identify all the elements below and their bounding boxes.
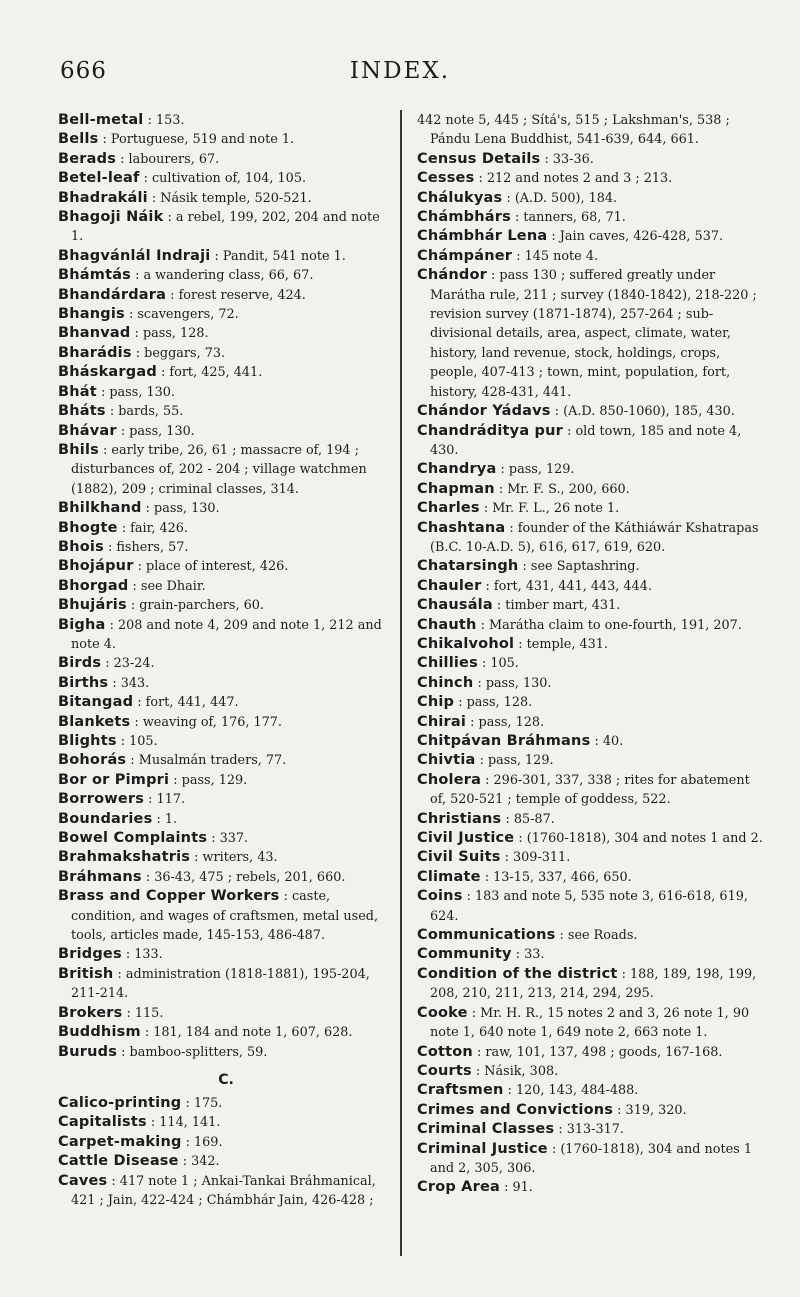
entry-text: : 175. (185, 1095, 223, 1111)
entry-heading: Cattle Disease (58, 1153, 179, 1170)
entry-heading: Bhandárdara (58, 286, 167, 303)
entry-text: : pass, 130. (120, 423, 195, 439)
entry-text: : tanners, 68, 71. (515, 210, 626, 226)
index-entry (58, 344, 394, 363)
entry-text: : grain-parchers, 60. (130, 598, 264, 614)
entry-heading: Chándor Yádavs (417, 403, 551, 420)
entry-text: : 91. (504, 1180, 533, 1196)
entry-text: : pass, 129. (500, 462, 575, 478)
entry-text: : 342. (182, 1154, 220, 1170)
entry-text: : place of interest, 426. (137, 559, 289, 575)
index-entry (58, 402, 394, 421)
entry-heading: Bhojápur (58, 558, 134, 575)
entry-text: : Násik temple, 520-521. (151, 190, 312, 206)
entry-text: : 105. (120, 734, 158, 749)
index-entry (58, 130, 394, 149)
page-header (0, 58, 800, 94)
index-entry (58, 810, 394, 829)
index-entry (58, 1133, 394, 1152)
entry-text: : a wandering class, 66, 67. (135, 268, 314, 284)
entry-heading: Blights (58, 733, 117, 749)
entry-heading: Carpet-making (58, 1133, 182, 1150)
entry-heading: Bhadrakáli (58, 189, 148, 206)
entry-heading: Bhogte (58, 519, 118, 536)
index-entry (417, 480, 763, 499)
entry-heading: Condition of the district (417, 965, 618, 982)
index-entry (417, 635, 763, 654)
entry-text: : 296-301, 337, 338 ; rites for abatement of, 520-521 ; temple of goddess, 522. (430, 772, 750, 808)
index-entry (417, 771, 763, 810)
index-entry (417, 227, 763, 246)
entry-heading: Chillies (417, 655, 478, 672)
entry-heading: Bráhmans (58, 868, 142, 885)
index-entry (58, 150, 394, 169)
right-column (417, 111, 763, 1198)
entry-heading: Bharádis (58, 344, 132, 361)
entry-text: : Mr. H. R., 15 notes 2 and 3, 26 note 1, 90 note 1, 640 note 1, 649 note 2, 663 note 1. (430, 1005, 750, 1041)
entry-heading: Chándor (417, 267, 487, 284)
entry-heading: Criminal Justice (417, 1140, 548, 1157)
entry-text: : a rebel, 199, 202, 204 and note 1. (71, 210, 380, 245)
index-entry (417, 577, 763, 596)
entry-text: : founder of the Káthiáwár Kshatrapas (B.C. 10-A.D. 5), 616, 617, 619, 620. (430, 520, 759, 555)
entry-heading: Bigha (58, 616, 106, 633)
index-entry (58, 654, 394, 673)
index-entry (58, 305, 394, 324)
entry-text: : bamboo-splitters, 59. (121, 1044, 268, 1060)
entry-heading: Chámbhár Lena (417, 228, 548, 245)
index-entry (58, 324, 394, 343)
entry-text: : see Dhair. (132, 578, 206, 594)
index-entry (417, 519, 763, 558)
entry-heading: Births (58, 674, 109, 691)
index-entry (58, 693, 394, 712)
entry-heading: Bhagvánlál Indraji (58, 247, 211, 264)
entry-text: : pass 130 ; suffered greatly under Marátha rule, 211 ; survey (1840-1842), 218-220 ; revision survey (1871-1874), 257-264 ; sub-divisional details, area, aspect, climate, water, history, land revenue, stock, holdings, crops, people, 407-413 ; town, mint, population, fort, history, 428-431, 441. (430, 268, 757, 400)
entry-text: : pass, 130. (145, 501, 220, 517)
entry-text: : scavengers, 72. (128, 307, 239, 323)
entry-heading: Chauler (417, 577, 482, 594)
index-entry (417, 499, 763, 518)
entry-heading: Buddhism (58, 1024, 141, 1041)
entry-text: : 181, 184 and note 1, 607, 628. (144, 1025, 353, 1041)
entry-heading: Chikalvohol (417, 635, 515, 652)
index-entry (417, 945, 763, 964)
entry-text: : Musalmán traders, 77. (130, 753, 287, 769)
entry-text: : 343. (112, 675, 150, 691)
entry-text: : (A.D. 850-1060), 185, 430. (554, 404, 735, 420)
index-entry (417, 1004, 763, 1043)
entry-text: : see Roads. (559, 928, 638, 944)
entry-text: : Mr. F. L., 26 note 1. (483, 501, 620, 517)
entry-heading: Bhils (58, 441, 99, 458)
index-entry (417, 247, 763, 266)
entry-text: : fishers, 57. (108, 539, 189, 555)
entry-heading: Cesses (417, 170, 475, 187)
entry-heading: Courts (417, 1062, 472, 1079)
entry-text: : 117. (148, 792, 186, 808)
entry-heading: Bowel Complaints (58, 830, 208, 847)
index-entry (58, 1152, 394, 1171)
entry-text: : 309-311. (504, 850, 571, 866)
entry-text: : fort, 441, 447. (137, 695, 239, 711)
index-entry (58, 713, 394, 732)
entry-heading: Bhois (58, 538, 104, 555)
index-entry (417, 460, 763, 479)
index-entry (58, 771, 394, 790)
entry-text: 442 note 5, 445 ; Sítá's, 515 ; Lakshman's, 538 ; Pándu Lena Buddhist, 541-639, 644, 661. (417, 113, 730, 148)
index-entry (58, 247, 394, 266)
entry-heading: Charles (417, 500, 480, 517)
entry-heading: Bor or Pimpri (58, 771, 170, 788)
entry-heading: Community (417, 946, 512, 963)
entry-text: : 208 and note 4, 209 and note 1, 212 and note 4. (71, 617, 382, 652)
entry-text: : (A.D. 500), 184. (506, 190, 618, 206)
index-entry (58, 422, 394, 441)
index-entry (417, 810, 763, 829)
entry-heading: Bhilkhand (58, 500, 142, 517)
column-divider (400, 110, 402, 1256)
entry-text: : 114, 141. (150, 1115, 221, 1131)
entry-text: : 337. (211, 831, 249, 847)
index-entry (58, 499, 394, 518)
entry-heading: Chámpáner (417, 247, 513, 264)
index-entry (417, 848, 763, 867)
entry-text: : pass, 128. (458, 695, 533, 711)
index-entry (58, 1094, 394, 1113)
entry-heading: Christians (417, 810, 502, 827)
index-entry (58, 538, 394, 557)
entry-heading: Chivtia (417, 752, 476, 769)
entry-heading: Chinch (417, 674, 474, 691)
entry-text: : labourers, 67. (120, 151, 220, 167)
entry-heading: Bhát (58, 383, 97, 400)
entry-heading: Caves (58, 1172, 108, 1189)
index-entry (58, 1023, 394, 1042)
index-entry (58, 887, 394, 945)
entry-heading: Bells (58, 131, 99, 148)
index-entry (58, 441, 394, 499)
entry-heading: Civil Suits (417, 849, 501, 866)
index-entry (58, 829, 394, 848)
entry-text: : 319, 320. (617, 1102, 687, 1118)
entry-text: : 120, 143, 484-488. (507, 1083, 639, 1099)
index-entry (58, 519, 394, 538)
index-entry (417, 208, 763, 227)
entry-text: : 183 and note 5, 535 note 3, 616-618, 619, 624. (430, 889, 748, 924)
entry-text: : 33. (515, 947, 545, 963)
entry-text: : Marátha claim to one-fourth, 191, 207. (480, 617, 742, 633)
entry-text: : pass, 130. (100, 384, 175, 400)
entry-heading: Criminal Classes (417, 1121, 555, 1138)
index-entry (417, 422, 763, 461)
index-entry (58, 557, 394, 576)
entry-heading: Chatarsingh (417, 558, 519, 575)
index-entry (417, 111, 763, 150)
entry-heading: Blankets (58, 713, 131, 730)
index-entry (58, 1043, 394, 1062)
entry-text: : 153. (147, 113, 185, 128)
index-entry (417, 169, 763, 188)
entry-heading: Bhámtás (58, 267, 132, 284)
entry-heading: Bohorás (58, 752, 127, 769)
entry-text: : pass, 130. (477, 675, 552, 691)
entry-text: : 33-36. (544, 151, 594, 167)
entry-text: : Portuguese, 519 and note 1. (102, 132, 295, 148)
index-entry (58, 577, 394, 596)
entry-heading: Brass and Copper Workers (58, 888, 280, 905)
entry-heading: Chirai (417, 713, 467, 730)
entry-text: : 145 note 4. (516, 248, 599, 264)
entry-text: : 133. (125, 947, 163, 963)
index-entry (58, 1004, 394, 1023)
entry-text: : bards, 55. (109, 404, 184, 420)
entry-text: : Pandit, 541 note 1. (214, 248, 346, 264)
entry-heading: Chauth (417, 616, 477, 633)
index-entry (58, 945, 394, 964)
entry-heading: Betel-leaf (58, 170, 140, 187)
index-entry (417, 965, 763, 1004)
entry-text: : 417 note 1 ; Ankai-Tankai Bráhmanical, 421 ; Jain, 422-424 ; Chámbhár Jain, 426-428 ; (71, 1173, 376, 1208)
index-entry (417, 1043, 763, 1062)
entry-text: : cultivation of, 104, 105. (143, 171, 307, 187)
entry-text: : Jain caves, 426-428, 537. (551, 229, 724, 245)
index-entry (417, 693, 763, 712)
entry-text: : forest reserve, 424. (170, 287, 306, 303)
index-entry (417, 887, 763, 926)
page-title: INDEX. (349, 58, 451, 84)
page-number: 666 (60, 58, 107, 84)
entry-heading: Bhujáris (58, 597, 127, 614)
entry-heading: British (58, 965, 114, 982)
index-entry (417, 402, 763, 421)
entry-heading: Capitalists (58, 1114, 147, 1131)
index-entry (58, 751, 394, 770)
entry-heading: Chip (417, 694, 455, 711)
entry-text: : 40. (594, 734, 624, 749)
entry-heading: Bhangis (58, 306, 125, 323)
entry-text: : 169. (185, 1134, 223, 1150)
entry-heading: Chámbhárs (417, 209, 511, 226)
entry-heading: Birds (58, 655, 102, 672)
entry-text: : administration (1818-1881), 195-204, 211-214. (71, 966, 370, 1002)
section-letter: C. (218, 1071, 234, 1088)
entry-text: : fort, 431, 441, 443, 444. (485, 578, 652, 594)
entry-heading: Buruds (58, 1043, 118, 1060)
entry-text: : 13-15, 337, 466, 650. (484, 869, 632, 885)
entry-text: : writers, 43. (194, 850, 278, 866)
entry-heading: Chashtana (417, 519, 506, 536)
entry-heading: Bhagoji Náik (58, 209, 164, 226)
index-entry (58, 286, 394, 305)
index-entry (417, 926, 763, 945)
entry-heading: Chapman (417, 480, 495, 497)
entry-text: : old town, 185 and note 4, 430. (430, 423, 742, 458)
entry-text: : 212 and notes 2 and 3 ; 213. (478, 171, 673, 187)
index-entry (417, 1062, 763, 1081)
index-entry (417, 557, 763, 576)
entry-text: : 23-24. (105, 656, 155, 672)
entry-heading: Climate (417, 868, 481, 885)
entry-heading: Calico-printing (58, 1094, 182, 1111)
index-entry (417, 1120, 763, 1139)
index-entry (58, 596, 394, 615)
entry-text: : pass, 129. (479, 753, 554, 769)
index-entry (58, 169, 394, 188)
index-entry (58, 868, 394, 887)
entry-heading: Borrowers (58, 791, 145, 808)
entry-text: : weaving of, 176, 177. (134, 714, 283, 730)
entry-heading: Bitangad (58, 694, 134, 711)
entry-heading: Bháskargad (58, 364, 157, 381)
index-entry (58, 189, 394, 208)
entry-text: : see Saptashring. (522, 559, 640, 575)
index-entry (417, 1140, 763, 1179)
entry-text: : pass, 129. (173, 772, 248, 788)
entry-text: : timber mart, 431. (496, 598, 621, 614)
entry-text: : early tribe, 26, 61 ; massacre of, 194 ; disturbances of, 202 - 204 ; village watchmen (1882), 209 ; criminal classes, 314. (71, 442, 367, 497)
entry-heading: Cotton (417, 1043, 473, 1060)
entry-text: : Mr. F. S., 200, 660. (498, 481, 630, 497)
entry-heading: Chálukyas (417, 189, 503, 206)
entry-text: : 1. (156, 811, 178, 827)
index-entry (417, 596, 763, 615)
entry-heading: Chandráditya pur (417, 422, 564, 439)
entry-heading: Brahmakshatris (58, 849, 191, 866)
entry-text: : beggars, 73. (135, 345, 226, 361)
index-entry (58, 1172, 394, 1211)
index-entry (58, 1113, 394, 1132)
index-entry (417, 829, 763, 848)
entry-heading: Cooke (417, 1004, 468, 1021)
index-entry (417, 713, 763, 732)
entry-text: : fair, 426. (121, 520, 188, 536)
index-entry (417, 654, 763, 673)
entry-text: : raw, 101, 137, 498 ; goods, 167-168. (477, 1044, 723, 1060)
index-entry (58, 674, 394, 693)
index-entry (417, 616, 763, 635)
index-entry (417, 1178, 763, 1197)
index-entry (417, 674, 763, 693)
left-column (58, 111, 394, 1210)
index-entry (58, 266, 394, 285)
entry-heading: Bháts (58, 403, 106, 420)
index-entry (58, 732, 394, 751)
entry-heading: Crimes and Convictions (417, 1101, 614, 1118)
entry-heading: Boundaries (58, 810, 153, 827)
entry-heading: Civil Justice (417, 830, 515, 847)
entry-text: : 105. (482, 656, 519, 672)
entry-text: : 313-317. (558, 1122, 624, 1138)
entry-heading: Chausála (417, 597, 493, 614)
index-entry (58, 790, 394, 809)
entry-heading: Bridges (58, 946, 122, 963)
index-entry (417, 1101, 763, 1120)
index-entry (417, 189, 763, 208)
entry-heading: Bell-metal (58, 112, 144, 128)
entry-heading: Berads (58, 150, 117, 167)
index-entry (58, 965, 394, 1004)
entry-heading: Bhanvad (58, 325, 131, 342)
entry-heading: Bhorgad (58, 577, 129, 594)
entry-heading: Crop Area (417, 1179, 500, 1196)
entry-heading: Craftsmen (417, 1082, 504, 1099)
index-entry (417, 751, 763, 770)
index-entry (417, 266, 763, 402)
entry-text: : caste, condition, and wages of craftsmen, metal used, tools, articles made, 145-153, 486-487. (71, 889, 379, 944)
index-entry (417, 868, 763, 887)
entry-text: : pass, 128. (134, 326, 209, 342)
entry-heading: Communications (417, 927, 556, 944)
index-entry (417, 150, 763, 169)
entry-heading: Brokers (58, 1004, 123, 1021)
entry-heading: Chitpávan Bráhmans (417, 733, 591, 749)
index-entry (58, 383, 394, 402)
entry-heading: Cholera (417, 771, 482, 788)
entry-heading: Bhávar (58, 422, 117, 439)
entry-text: : (1760-1818), 304 and notes 1 and 2, 305, 306. (430, 1141, 752, 1176)
index-entry (58, 616, 394, 655)
entry-text: : Násik, 308. (475, 1063, 559, 1079)
entry-heading: Coins (417, 888, 463, 905)
entry-text: : 85-87. (505, 811, 555, 827)
index-entry (58, 111, 394, 130)
entry-text: : 36-43, 475 ; rebels, 201, 660. (145, 869, 346, 885)
index-entry (58, 363, 394, 382)
entry-heading: Chandrya (417, 461, 497, 478)
entry-text: : temple, 431. (518, 636, 608, 652)
index-entry (58, 208, 394, 247)
entry-text: : pass, 128. (470, 714, 545, 730)
index-entry (417, 1081, 763, 1100)
index-entry (58, 848, 394, 867)
entry-text: : fort, 425, 441. (161, 365, 263, 381)
entry-text: : (1760-1818), 304 and notes 1 and 2. (518, 831, 763, 847)
index-entry (417, 732, 763, 751)
entry-heading: Census Details (417, 150, 541, 167)
entry-text: : 115. (126, 1005, 164, 1021)
entry-text: : 188, 189, 198, 199, 208, 210, 211, 213, 214, 294, 295. (430, 966, 757, 1002)
